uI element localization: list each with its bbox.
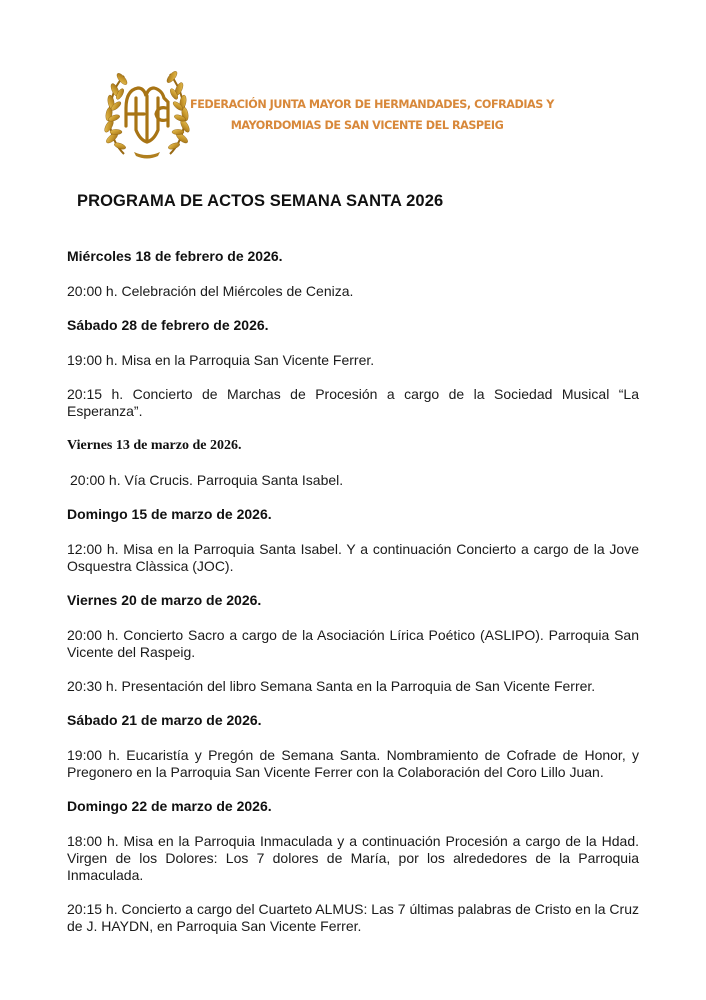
day-heading: Miércoles 18 de febrero de 2026.: [67, 248, 283, 264]
org-name-line1: FEDERACIÓN JUNTA MAYOR DE HERMANDADES, COFRADIAS Y: [190, 98, 554, 111]
event-item: 20:15 h. Concierto de Marchas de Procesión a cargo de la Sociedad Musical “La Esperanza”.: [67, 386, 639, 419]
day-section: [67, 437, 639, 489]
org-name-line2: MAYORDOMIAS DE SAN VICENTE DEL RASPEIG: [230, 119, 504, 132]
day-heading: Viernes 13 de marzo de 2026.: [67, 438, 242, 453]
federation-crest-logo: [104, 68, 190, 160]
day-heading: Domingo 22 de marzo de 2026.: [67, 798, 272, 814]
letterhead: [104, 68, 554, 160]
day-section: [67, 712, 639, 781]
day-heading: Sábado 28 de febrero de 2026.: [67, 317, 269, 333]
page-title: PROGRAMA DE ACTOS SEMANA SANTA 2026: [77, 192, 444, 210]
event-item: 20:00 h. Celebración del Miércoles de Ceniza.: [67, 283, 354, 299]
event-item: 20:30 h. Presentación del libro Semana Santa en la Parroquia de San Vicente Ferrer.: [67, 678, 596, 694]
day-section: [67, 798, 639, 935]
event-item: 19:00 h. Misa en la Parroquia San Vicente Ferrer.: [67, 352, 375, 368]
day-section: [67, 592, 639, 695]
monogram-icon: [126, 88, 168, 142]
event-item: 18:00 h. Misa en la Parroquia Inmaculada y a continuación Procesión a cargo de la Hdad. Virgen de los Dolores: Los 7 dolores de María, por los alrededores de la Parroquia Inmaculada.: [67, 833, 639, 883]
event-item: 19:00 h. Eucaristía y Pregón de Semana Santa. Nombramiento de Cofrade de Honor, y Pregonero en la Parroquia San Vicente Ferrer con la Colaboración del Coro Lillo Juan.: [67, 747, 639, 780]
event-item: 20:00 h. Concierto Sacro a cargo de la Asociación Lírica Poético (ASLIPO). Parroquia San Vicente del Raspeig.: [67, 627, 639, 660]
day-section: [67, 248, 639, 300]
day-section: [67, 506, 639, 575]
event-item: 12:00 h. Misa en la Parroquia Santa Isabel. Y a continuación Concierto a cargo de la Jove Osquestra Clàssica (JOC).: [67, 541, 639, 574]
program-content: [67, 248, 639, 952]
day-heading: Domingo 15 de marzo de 2026.: [67, 506, 272, 522]
event-item: 20:00 h. Vía Crucis. Parroquia Santa Isabel.: [70, 472, 344, 488]
day-heading: Sábado 21 de marzo de 2026.: [67, 712, 262, 728]
organization-name: [190, 94, 554, 136]
day-section: [67, 317, 639, 420]
day-heading: Viernes 20 de marzo de 2026.: [67, 592, 262, 608]
event-item: 20:15 h. Concierto a cargo del Cuarteto ALMUS: Las 7 últimas palabras de Cristo en la Cruz de J. HAYDN, en Parroquia San Vicente Ferrer.: [67, 901, 639, 934]
